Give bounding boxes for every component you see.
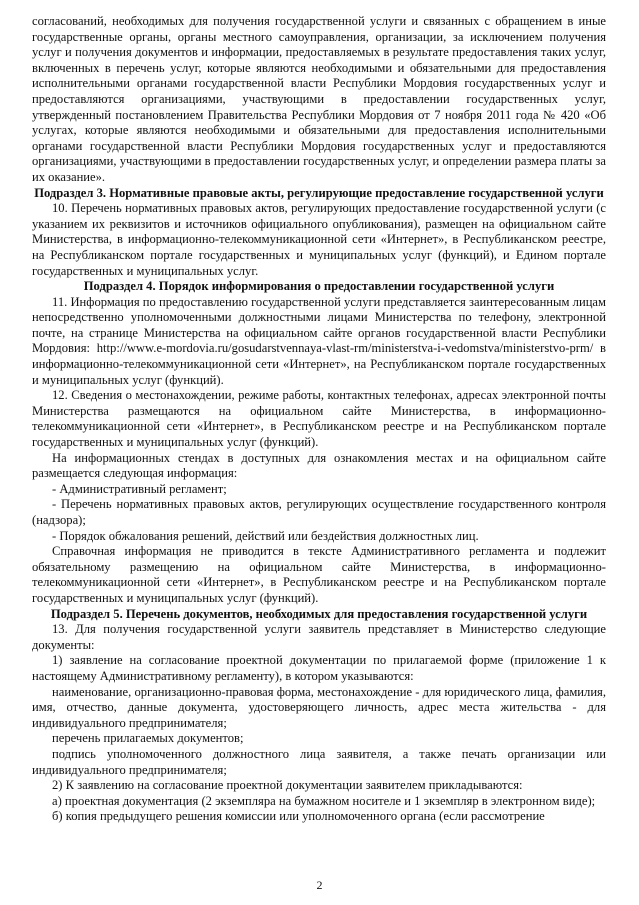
paragraph-13: 13. Для получения государственной услуги заявитель представляет в Министерство следующие документы: xyxy=(32,622,606,652)
page-number: 2 xyxy=(316,878,323,892)
list-item-legal-acts: - Перечень нормативных правовых актов, регулирующих осуществление государственного контроля (надзора); xyxy=(32,497,606,527)
heading-subsection-3: Подраздел 3. Нормативные правовые акты, регулирующие предоставление государственной услуги xyxy=(34,185,604,200)
paragraph-info-stands: На информационных стендах в доступных для ознакомления местах и на официальном сайте размещается следующая информация: xyxy=(32,450,606,481)
heading-subsection-5: Подраздел 5. Перечень документов, необходимых для предоставления государственной услуги xyxy=(50,606,588,621)
paragraph-13-list: перечень прилагаемых документов; xyxy=(52,731,244,746)
paragraph-13-item-1: 1) заявление на согласование проектной документации по прилагаемой форме (приложение 1 к настоящему Административному регламенту), в котором указываются: xyxy=(32,653,606,683)
heading-subsection-4: Подраздел 4. Порядок информирования о предоставлении государственной услуги xyxy=(83,279,555,294)
paragraph-13-item-b: б) копия предыдущего решения комиссии или уполномоченного органа (если рассмотрение xyxy=(52,809,545,824)
paragraph-13-item-2: 2) К заявлению на согласование проектной документации заявителем прикладываются: xyxy=(52,778,523,793)
paragraph-11: 11. Информация по предоставлению государственной услуги представляется заинтересованным лицам непосредственно уполномоченными должностными лицами Министерства по телефону, электронной почте, на странице Министерства на официальном сайте органов государственной власти Республики Мордовия: http://www.e-mordovia.ru/gosudarstvennaya-vlast-rm/ministerstva-i-vedomstva/ministerstvo-prm/ в информационно-телекоммуникационной сети «Интернет», на Республиканском портале государственных и муниципальных услуг (функций). xyxy=(32,294,606,387)
paragraph-13-signature: подпись уполномоченного должностного лица заявителя, а также печать организации или индивидуального предпринимателя; xyxy=(32,746,606,777)
paragraph-approvals: согласований, необходимых для получения государственной услуги и связанных с обращением в иные государственные органы, органы местного самоуправления, организации, за исключением получения услуг и получения документов и информации, предоставляемых в результате предоставления таких услуг, включенных в перечень услуг, которые являются необходимыми и обязательными для предоставления исполнительными органами государственной власти Республики Мордовия государственных услуг и предоставляются организациями, участвующими в предоставлении государственных услуг, утвержденный постановлением Правительства Республики Мордовия от 7 ноября 2011 года № 420 «Об услугах, которые являются необходимыми и обязательными для предоставления исполнительными органами государственной власти Республики Мордовия государственных услуг и предоставляются организациями, участвующими в предоставлении государственных услуг, и определении размера платы за их оказание». xyxy=(32,14,606,184)
paragraph-13-item-a: а) проектная документация (2 экземпляра на бумажном носителе и 1 экземпляр в электронном виде); xyxy=(52,793,596,808)
paragraph-10: 10. Перечень нормативных правовых актов, регулирующих предоставление государственной услуги (с указанием их реквизитов и источников официального опубликования), размещен на официальном сайте Министерства, в информационно-телекоммуникационной сети «Интернет», в Республиканском реестре, на Республиканском портале государственных и муниципальных услуг (функций), и Едином портале государственных и муниципальных услуг. xyxy=(32,201,606,278)
document-page xyxy=(32,14,606,825)
paragraph-12: 12. Сведения о местонахождении, режиме работы, контактных телефонах, адресах электронной почты Министерства размещаются на официальном сайте Министерства, в информационно-телекоммуникационной сети «Интернет», в Республиканском реестре и на Республиканском портале государственных и муниципальных услуг (функций). xyxy=(32,388,606,450)
paragraph-reference-info: Справочная информация не приводится в тексте Административного регламента и подлежит обязательному размещению на официальном сайте Министерства, в информационно-телекоммуникационной сети «Интернет», в Республиканском реестре и на Республиканском портале государственных и муниципальных услуг (функций). xyxy=(32,544,606,605)
paragraph-13-name: наименование, организационно-правовая форма, местонахождение - для юридического лица, фамилия, имя, отчество, данные документа, удостоверяющего личность, адрес места жительства - для индивидуального предпринимателя; xyxy=(32,684,606,730)
list-item-regulation: - Административный регламент; xyxy=(52,481,227,496)
list-item-appeal: - Порядок обжалования решений, действий или бездействия должностных лиц. xyxy=(52,528,479,543)
